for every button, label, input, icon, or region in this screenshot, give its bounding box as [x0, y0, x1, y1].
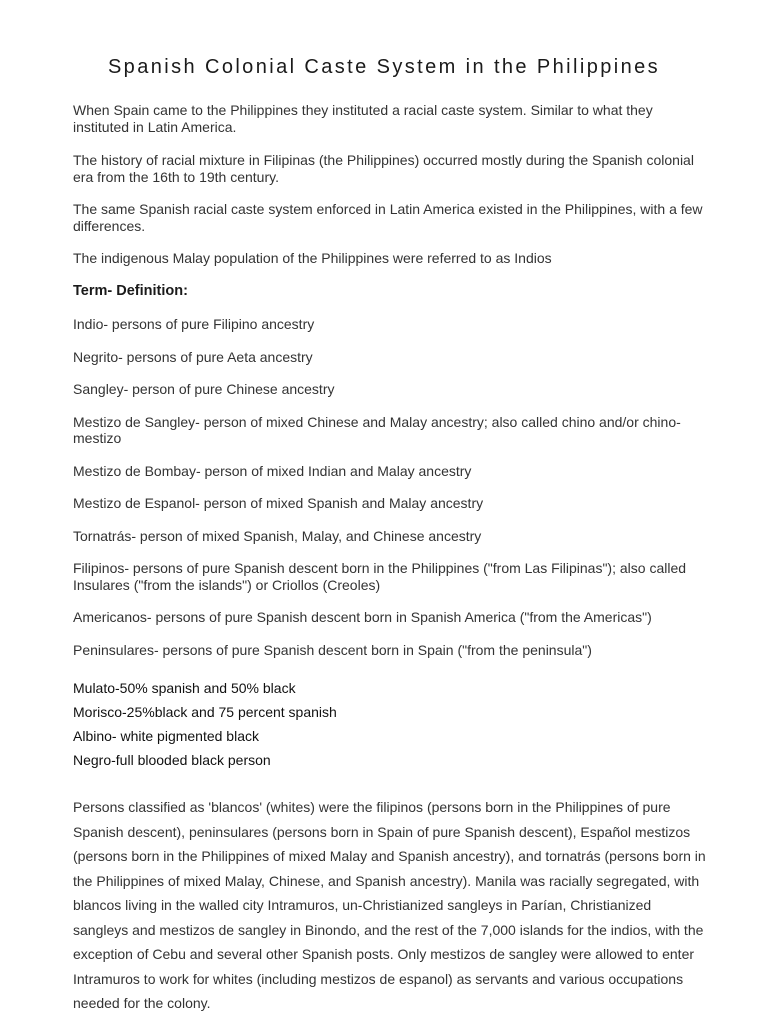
definition-item: Mestizo de Sangley- person of mixed Chinese and Malay ancestry; also called chino and/or chino-mestizo — [73, 413, 681, 446]
intro-paragraph-3: The same Spanish racial caste system enforced in Latin America existed in the Philippines, with a few differences. — [73, 201, 703, 234]
intro-paragraph-4: The indigenous Malay population of the Philippines were referred to as Indios — [73, 250, 552, 266]
document-title: Spanish Colonial Caste System in the Philippines — [107, 56, 661, 78]
extra-terms-list — [73, 676, 703, 772]
extra-term-item: Albino- white pigmented black — [73, 728, 259, 744]
intro-paragraph-1: When Spain came to the Philippines they instituted a racial caste system. Similar to what they instituted in Latin America. — [73, 102, 653, 135]
definition-item: Peninsulares- persons of pure Spanish descent born in Spain ("from the peninsula") — [73, 641, 592, 658]
extra-term-item: Mulato-50% spanish and 50% black — [73, 680, 296, 696]
definition-item: Mestizo de Espanol- person of mixed Spanish and Malay ancestry — [73, 495, 484, 511]
definition-list — [73, 316, 703, 674]
definition-item: Sangley- person of pure Chinese ancestry — [73, 381, 335, 397]
extra-term-item: Negro-full blooded black person — [73, 752, 271, 768]
term-definition-heading: Term- Definition: — [73, 283, 188, 299]
definition-item: Mestizo de Bombay- person of mixed Indian and Malay ancestry — [73, 462, 472, 479]
definition-item: Filipinos- persons of pure Spanish descent born in the Philippines ("from Las Filipinas"); also called Insulares ("from the islands") or Criollos (Creoles) — [73, 560, 687, 593]
extra-term-item: Morisco-25%black and 75 percent spanish — [73, 704, 337, 720]
intro-paragraph-2: The history of racial mixture in Filipinas (the Philippines) occurred mostly during the Spanish colonial era from the 16th to 19th century. — [73, 152, 694, 185]
definition-item: Americanos- persons of pure Spanish descent born in Spanish America ("from the Americas") — [73, 609, 652, 625]
definition-item: Negrito- persons of pure Aeta ancestry — [73, 348, 313, 365]
definition-item: Indio- persons of pure Filipino ancestry — [73, 316, 315, 332]
closing-paragraph: Persons classified as 'blancos' (whites) were the filipinos (persons born in the Philippines of pure Spanish descent), peninsulares (persons born in Spain of pure Spanish descent), Español mestizos (persons born in the Philippines of mixed Malay and Spanish ancestry), and tornatrás (persons born in the Philippines of mixed Malay, Chinese, and Spanish ancestry). Manila was racially segregated, with blancos living in the walled city Intramuros, un-Christianized sangleys in Parían, Christianized sangleys and mestizos de sangley in Binondo, and the rest of the 7,000 islands for the indios, with the exception of Cebu and several other Spanish posts. Only mestizos de sangley were allowed to enter Intramuros to work for whites (including mestizos de espanol) as servants and various occupations needed for the colony. — [73, 799, 706, 1011]
definition-item: Tornatrás- person of mixed Spanish, Malay, and Chinese ancestry — [73, 527, 482, 544]
